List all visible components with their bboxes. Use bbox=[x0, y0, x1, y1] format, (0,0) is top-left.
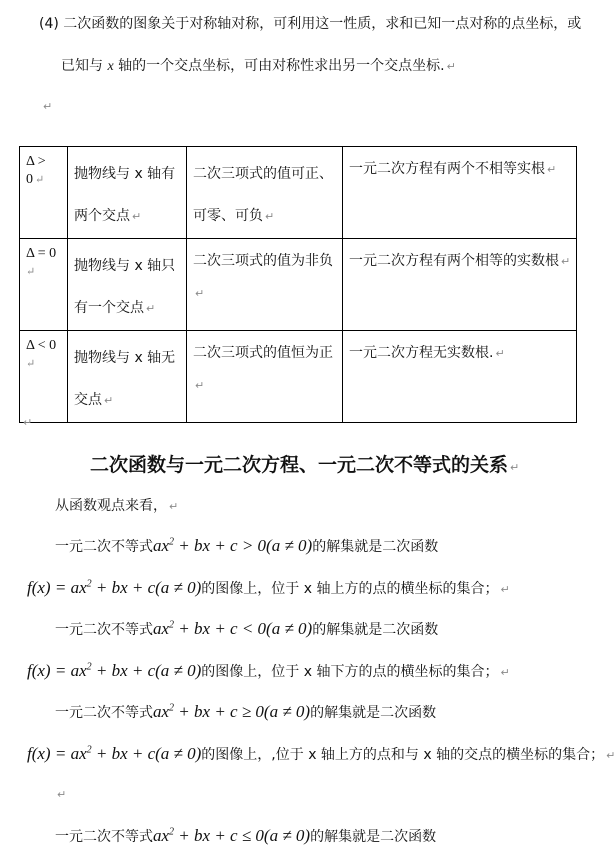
table-cell-parabola bbox=[68, 239, 187, 331]
paragraph-mark: ↵ bbox=[43, 100, 53, 113]
statement-1-line-2 bbox=[27, 578, 510, 600]
statement-description: 的图像上，位于 x 轴上方的点的横坐标的集合； bbox=[201, 581, 499, 597]
table-cell-delta bbox=[20, 147, 68, 239]
paragraph-mark: ↵ bbox=[510, 461, 520, 474]
paragraph-mark: ↵ bbox=[495, 347, 505, 360]
statement-prefix: 一元二次不等式 bbox=[55, 829, 153, 845]
paragraph-mark: ↵ bbox=[146, 302, 156, 315]
statement-prefix: 一元二次不等式 bbox=[55, 705, 153, 721]
inequality-formula: $ax^2$ + bx + c > 0(a ≠ 0) bbox=[153, 536, 313, 555]
intro-text: 从函数观点来看， bbox=[55, 498, 167, 514]
section-heading bbox=[90, 450, 519, 477]
statement-suffix: 的解集就是二次函数 bbox=[312, 539, 439, 555]
inequality-formula: $ax^2$ + bx + c < 0(a ≠ 0) bbox=[153, 619, 313, 638]
statement-suffix: 的解集就是二次函数 bbox=[310, 829, 437, 845]
table-cell-delta bbox=[20, 331, 68, 423]
table-cell-parabola bbox=[68, 331, 187, 423]
statement-3-line-1 bbox=[55, 702, 436, 723]
intro-line bbox=[55, 496, 178, 517]
statement-prefix: 一元二次不等式 bbox=[55, 622, 153, 638]
statement-description: 的图像上，位于 x 轴下方的点的横坐标的集合； bbox=[201, 664, 499, 680]
cell-text: 二次三项式的值可正、 bbox=[193, 166, 333, 182]
table-cell-equation bbox=[343, 147, 577, 239]
inequality-formula: $ax^2$ + bx + c ≤ 0(a ≠ 0) bbox=[153, 826, 311, 845]
statement-suffix: 的解集就是二次函数 bbox=[310, 705, 437, 721]
table-cell-equation bbox=[343, 331, 577, 423]
table-row bbox=[20, 331, 577, 423]
paragraph-mark: ↵ bbox=[195, 287, 205, 300]
paragraph-mark: ↵ bbox=[195, 379, 205, 392]
cell-text: 一元二次方程无实数根. bbox=[349, 345, 494, 361]
paragraph-mark: ↵ bbox=[446, 60, 456, 73]
statement-1-line-1 bbox=[55, 536, 438, 557]
paragraph-mark: ↵ bbox=[57, 788, 67, 801]
statement-3-line-2 bbox=[27, 744, 615, 766]
table-cell-trinomial bbox=[187, 239, 343, 331]
cell-text: 交点 bbox=[74, 392, 102, 408]
para-4-line-1 bbox=[39, 14, 581, 34]
para-4-line-2 bbox=[61, 56, 456, 77]
inequality-formula: $ax^2$ + bx + c ≥ 0(a ≠ 0) bbox=[153, 702, 311, 721]
paragraph-mark: ↵ bbox=[561, 255, 571, 268]
statement-2-line-1 bbox=[55, 619, 438, 640]
paragraph-mark: ↵ bbox=[500, 666, 510, 679]
table-cell-trinomial bbox=[187, 331, 343, 423]
cell-text: 抛物线与 x 轴只 bbox=[74, 258, 176, 274]
para-4-line-1-text: (4) 二次函数的图象关于对称轴对称，可利用这一性质，求和已知一点对称的点坐标，或 bbox=[39, 16, 582, 32]
paragraph-mark: ↵ bbox=[606, 749, 615, 762]
cell-text: 一元二次方程有两个不相等实根 bbox=[349, 161, 545, 177]
delta-label: Δ < 0 bbox=[26, 338, 57, 353]
cell-text: 抛物线与 x 轴无 bbox=[74, 350, 176, 366]
paragraph-mark: ↵ bbox=[265, 210, 275, 223]
table-row bbox=[20, 239, 577, 331]
statement-suffix: 的解集就是二次函数 bbox=[312, 622, 439, 638]
function-formula: $f(x) = ax^2$ + bx + c(a ≠ 0) bbox=[27, 744, 202, 763]
table-row bbox=[20, 147, 577, 239]
paragraph-mark: ↵ bbox=[500, 583, 510, 596]
cell-text: 一元二次方程有两个相等的实数根 bbox=[349, 253, 559, 269]
paragraph-mark: ↵ bbox=[104, 394, 114, 407]
paragraph-mark: ↵ bbox=[26, 266, 36, 278]
function-formula: $f(x) = ax^2$ + bx + c(a ≠ 0) bbox=[27, 661, 202, 680]
discriminant-table bbox=[19, 146, 577, 423]
paragraph-mark: ↵ bbox=[169, 500, 179, 513]
delta-label: Δ = 0 bbox=[26, 246, 57, 261]
cell-text: 有一个交点 bbox=[74, 300, 144, 316]
paragraph-mark: ↵ bbox=[26, 358, 36, 370]
paragraph-mark: ↵ bbox=[132, 210, 142, 223]
table-cell-parabola bbox=[68, 147, 187, 239]
table-cell-trinomial bbox=[187, 147, 343, 239]
paragraph-mark: ↵ bbox=[547, 163, 557, 176]
table-cell-equation bbox=[343, 239, 577, 331]
para-4-line-2-a: 已知与 bbox=[61, 58, 108, 74]
function-formula: $f(x) = ax^2$ + bx + c(a ≠ 0) bbox=[27, 578, 202, 597]
paragraph-mark: ↵ bbox=[35, 174, 45, 186]
cell-text: 两个交点 bbox=[74, 208, 130, 224]
para-4-x: x bbox=[107, 59, 114, 74]
cell-text: 可零、可负 bbox=[193, 208, 263, 224]
statement-4-line-1 bbox=[55, 826, 436, 847]
heading-text: 二次函数与一元二次方程、一元二次不等式的关系 bbox=[90, 454, 509, 476]
para-4-line-2-b: 轴的一个交点坐标，可由对称性求出另一个交点坐标. bbox=[113, 58, 445, 74]
statement-2-line-2 bbox=[27, 661, 510, 683]
delta-label: Δ > 0 bbox=[26, 154, 46, 187]
statement-prefix: 一元二次不等式 bbox=[55, 539, 153, 555]
cell-text: 二次三项式的值为非负 bbox=[193, 253, 333, 269]
cell-text: 二次三项式的值恒为正 bbox=[193, 345, 333, 361]
statement-description: 的图像上，,位于 x 轴上方的点和与 x 轴的交点的横坐标的集合； bbox=[201, 747, 605, 763]
paragraph-mark: ↵ bbox=[23, 416, 33, 429]
table-cell-delta bbox=[20, 239, 68, 331]
cell-text: 抛物线与 x 轴有 bbox=[74, 166, 176, 182]
